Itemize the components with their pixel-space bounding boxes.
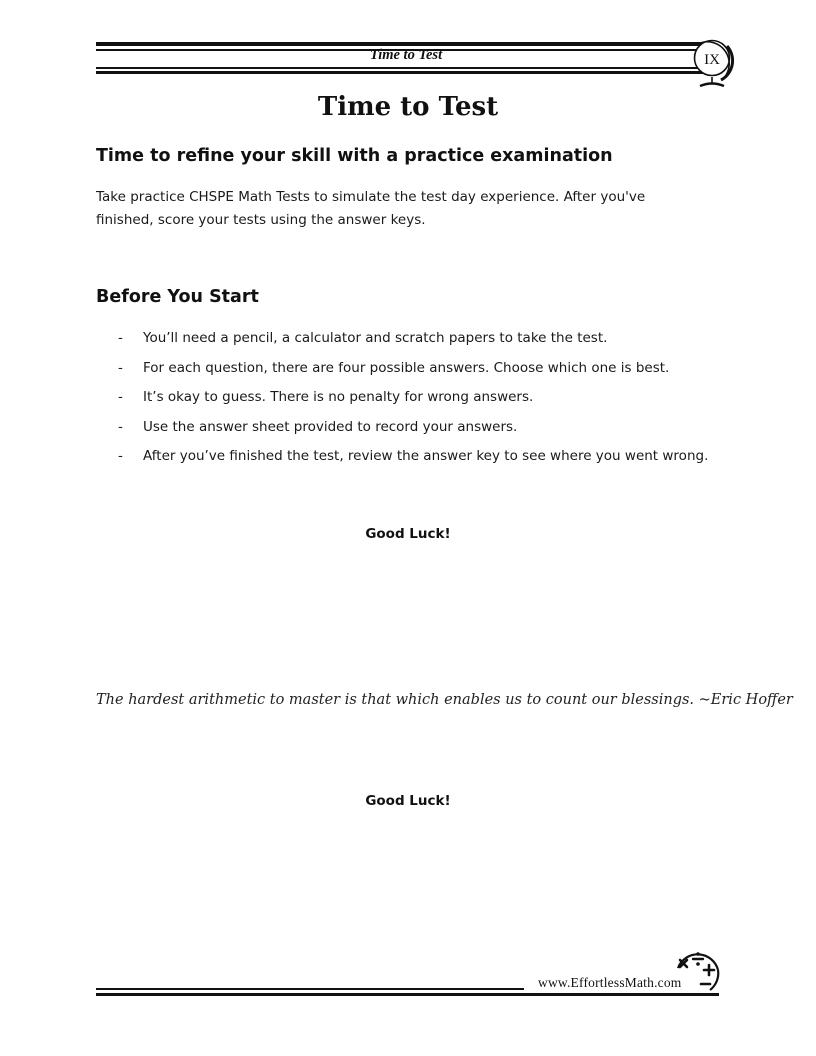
list-bullet: - (118, 418, 123, 435)
list-bullet: - (118, 330, 123, 346)
list-item-text: Use the answer sheet provided to record your answers. (143, 418, 518, 435)
good-luck-text-1: Good Luck! (365, 526, 451, 542)
good-luck-text-2: Good Luck! (365, 793, 451, 809)
list-item-text: For each question, there are four possible answers. Choose which one is best. (143, 359, 670, 376)
list-item-text: You’ll need a pencil, a calculator and scratch papers to take the test. (143, 330, 608, 346)
list-bullet: - (118, 448, 123, 464)
chapter-numeral: IX (704, 52, 720, 68)
list-item (96, 445, 716, 475)
list-item (96, 416, 716, 446)
chapter-globe-icon (688, 36, 738, 90)
list-bullet: - (118, 389, 123, 405)
list-item-text: After you’ve finished the test, review the answer key to see where you went wrong. (143, 448, 709, 464)
quote-text: The hardest arithmetic to master is that which enables us to count our blessings. ~Eric Hoffer (96, 692, 793, 708)
list-item (96, 357, 716, 387)
header-rule-bottom-thin (96, 67, 704, 69)
list-item (96, 386, 716, 416)
footer-rule-thin (96, 988, 524, 990)
header-rule-top-thick (96, 42, 704, 46)
list-bullet: - (118, 359, 123, 376)
section-heading-practice: Time to refine your skill with a practice examination (96, 146, 613, 166)
list-item-text: It’s okay to guess. There is no penalty for wrong answers. (143, 389, 534, 405)
running-header-title: Time to Test (369, 47, 443, 63)
footer-website-url: www.EffortlessMath.com (538, 975, 682, 990)
section-heading-before-you-start: Before You Start (96, 287, 259, 307)
page-title: Time to Test (317, 92, 499, 122)
footer-rule-thick (96, 993, 719, 996)
list-item (96, 327, 716, 357)
instructions-list (96, 327, 716, 475)
header-rule-bottom-thick (96, 71, 704, 74)
intro-paragraph: Take practice CHSPE Math Tests to simulate the test day experience. After you've finished, score your tests using the answer keys. (96, 189, 646, 228)
